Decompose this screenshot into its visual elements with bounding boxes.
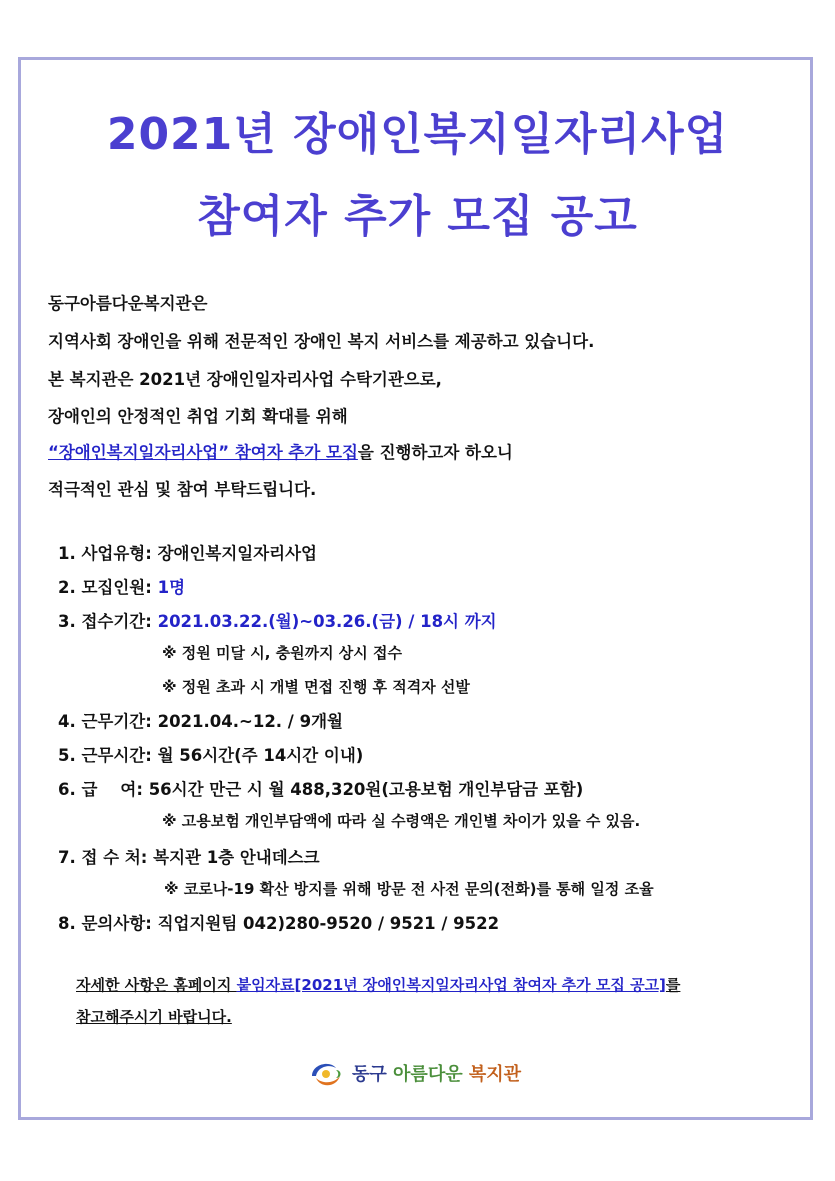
intro-org: 동구아름다운복지관은 — [48, 294, 208, 313]
attachment-link[interactable]: 붙임자료[2021년 장애인복지일자리사업 참여자 추가 모집 공고] — [236, 976, 666, 994]
intro-line-5: 적극적인 관심 및 참여 부탁드립니다. — [48, 480, 317, 499]
welfare-center-logo — [306, 1056, 521, 1090]
item-1-value: 장애인복지일자리사업 — [157, 544, 317, 563]
logo-text-2: 아름다운 — [393, 1064, 469, 1085]
intro-line-2: 본 복지관은 2021년 장애인일자리사업 수탁기관으로, — [48, 370, 442, 389]
logo-text — [352, 1060, 521, 1086]
intro-line-4 — [48, 439, 513, 463]
item-6-note: ※ 고용보험 개인부담액에 따라 실 수령액은 개인별 차이가 있을 수 있음. — [162, 812, 641, 830]
intro-line-4-rest: 을 진행하고자 하오니 — [357, 443, 513, 462]
footer-text-a: 자세한 사항은 홈페이지 — [76, 976, 237, 994]
logo-text-1: 동구 — [352, 1064, 394, 1085]
footer-line-1 — [76, 974, 680, 995]
logo-text-3: 복지관 — [468, 1064, 522, 1085]
recruit-link[interactable]: “장애인복지일자리사업” 참여자 추가 모집 — [48, 443, 358, 462]
item-3-label: 3. 접수기간: — [58, 612, 158, 631]
item-3 — [58, 608, 497, 632]
footer-text-c: 를 — [665, 976, 681, 994]
item-7-note: ※ 코로나-19 확산 방지를 위해 방문 전 사전 문의(전화)를 통해 일정 조율 — [164, 880, 654, 898]
item-6: 6. 급 여: 56시간 만근 시 월 488,320원(고용보험 개인부담금 포함) — [58, 780, 584, 799]
item-3-note-1: ※ 정원 미달 시, 충원까지 상시 접수 — [162, 644, 402, 662]
title-line-1: 2021년 장애인복지일자리사업 — [106, 109, 729, 160]
title-line-2: 참여자 추가 모집 공고 — [197, 191, 638, 242]
item-8: 8. 문의사항: 직업지원팀 042)280-9520 / 9521 / 9522 — [58, 914, 500, 933]
footer-line-2: 참고해주시기 바랍니다. — [76, 1008, 232, 1026]
item-2-value: 1명 — [157, 578, 186, 597]
intro-line-3: 장애인의 안정적인 취업 기회 확대를 위해 — [48, 407, 348, 426]
item-3-note-2: ※ 정원 초과 시 개별 면접 진행 후 적격자 선발 — [162, 678, 470, 696]
item-1-label: 1. 사업유형: — [58, 544, 158, 563]
item-5: 5. 근무시간: 월 56시간(주 14시간 이내) — [58, 746, 364, 765]
item-4: 4. 근무기간: 2021.04.~12. / 9개월 — [58, 712, 343, 731]
item-1 — [58, 540, 317, 564]
item-2 — [58, 574, 185, 598]
logo-mark-icon — [306, 1056, 346, 1090]
item-2-label: 2. 모집인원: — [58, 578, 158, 597]
intro-line-1: 지역사회 장애인을 위해 전문적인 장애인 복지 서비스를 제공하고 있습니다. — [48, 332, 595, 351]
item-7: 7. 접 수 처: 복지관 1층 안내데스크 — [58, 848, 320, 867]
item-3-value: 2021.03.22.(월)~03.26.(금) / 18시 까지 — [157, 612, 497, 631]
